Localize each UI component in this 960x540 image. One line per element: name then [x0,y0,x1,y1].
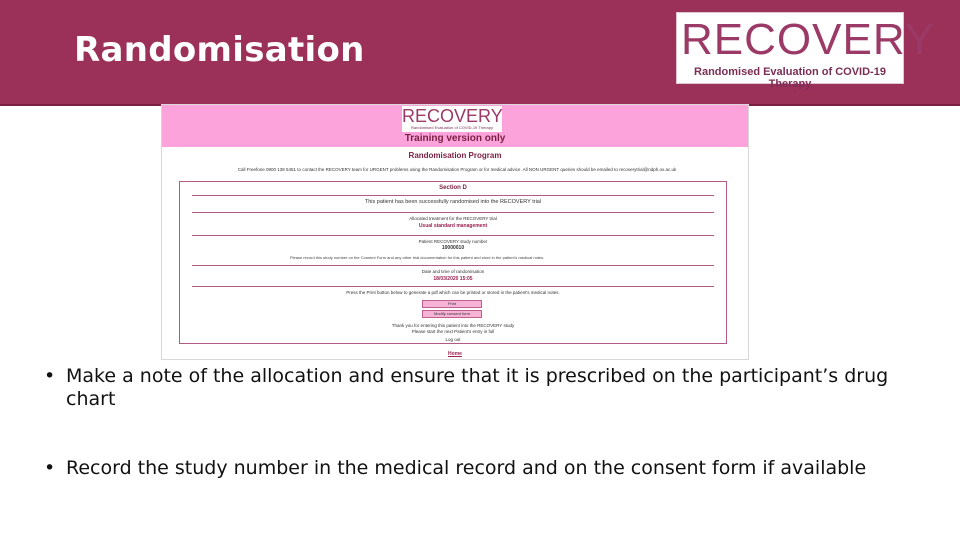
logout-link[interactable]: Log out [445,337,461,342]
bullet-text: Record the study number in the medical record and on the consent form if available [66,457,867,479]
bullet-marker: • [44,365,56,387]
section-d-panel [179,181,727,344]
record-instruction: Please record this study number on the Consent Form and any other trial documentation for this patient and store in the patient's medical notes. [290,255,545,260]
study-number-value: 10000010 [441,245,465,251]
screenshot-logo [402,106,502,132]
modify-consent-form-button[interactable]: Modify consent form [422,310,482,318]
success-message: This patient has been successfully randomised into the RECOVERY trial [364,199,542,205]
datetime-label: Date and time of randomisation [421,269,485,274]
slide-title: Randomisation [74,30,365,70]
randomisation-program-screenshot [161,104,749,360]
logo-subtitle: Randomised Evaluation of COVID-19 Therapy [694,66,886,90]
divider [192,286,714,287]
logo-wordmark: RECOVERY [681,15,936,64]
thanks-message: Thank you for entering this patient into the RECOVERY study [391,323,515,328]
divider [192,265,714,266]
bullet-marker: • [44,457,56,479]
contact-instructions: Call Freefone 0800 138 5451 to contact the RECOVERY team for URGENT problems using the Randomisation Program or for medical advice. All NON URGENT queries should be emailed to recoverytrial@ndph.ox.ac.uk [237,167,677,172]
study-number-label: Patient RECOVERY study number [418,239,488,244]
divider [192,235,714,236]
bullet-item [44,365,924,411]
divider [192,195,714,196]
print-instruction: Press the Print button below to generate a pdf which can be printed or stored in the patient's medical notes. [346,290,560,295]
section-title: Section D [439,185,467,191]
divider [192,212,714,213]
allocation-label: Allocated treatment for the RECOVERY trial [409,216,497,221]
datetime-value: 18/03/2020 15:05 [433,276,473,282]
print-button[interactable]: Print [422,300,482,308]
training-banner: Training version only [404,133,506,144]
screenshot-header [162,105,748,147]
screenshot-logo-subtitle: Randomised Evaluation of COVID-19 Therapy [411,125,493,130]
program-title: Randomisation Program [408,151,502,160]
home-link[interactable]: Home [448,351,462,357]
recovery-logo [676,12,936,90]
bullet-text: Make a note of the allocation and ensure that it is prescribed on the participant’s drug chart [66,365,889,410]
bullet-list [44,365,924,480]
bullet-item [44,457,924,480]
allocation-value: Usual standard management [418,223,488,229]
screenshot-logo-wordmark: RECOVERY [402,106,503,126]
next-patient-message: Please start the next Patient's entry in full [411,329,495,334]
slide-header [0,0,960,106]
